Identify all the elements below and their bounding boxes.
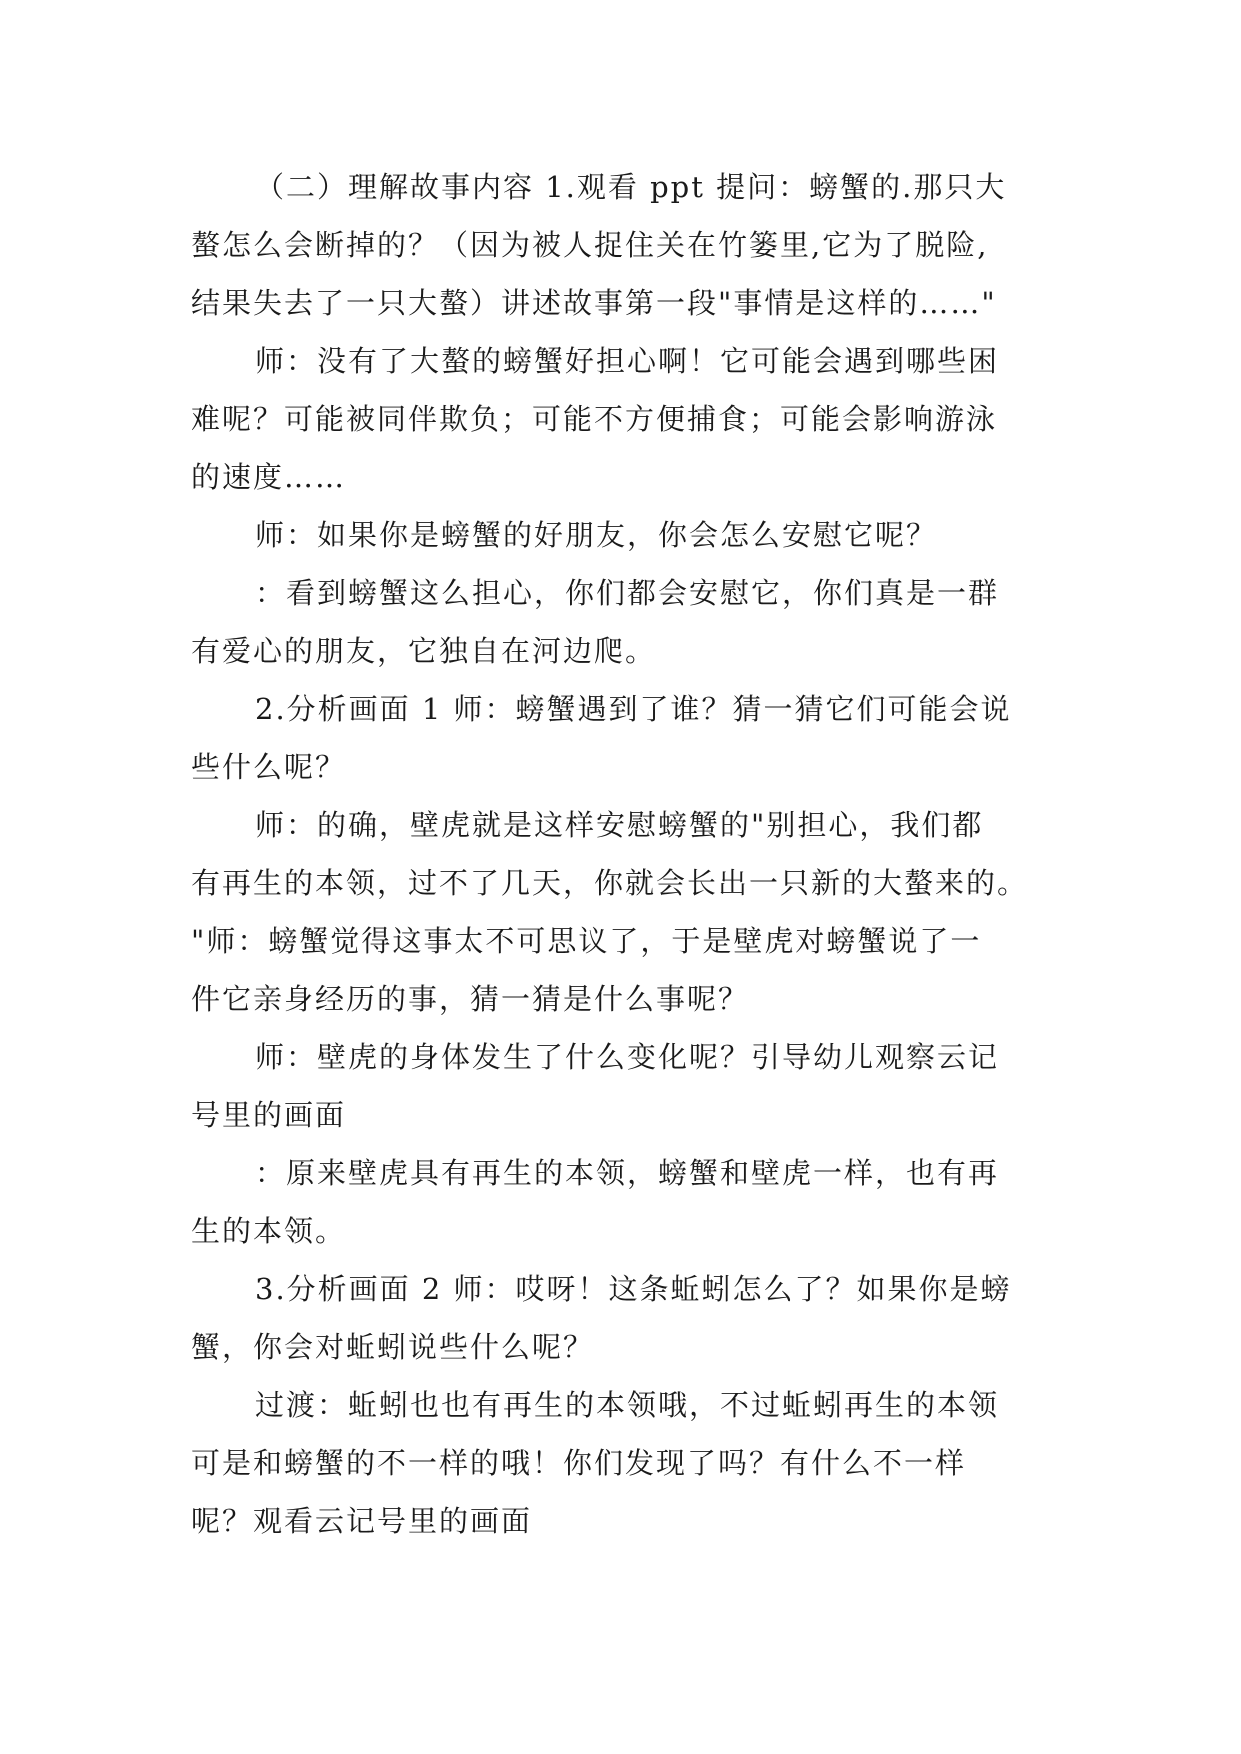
text-line: 有爱心的朋友，它独自在河边爬。 bbox=[191, 634, 657, 668]
text-line: 呢？观看云记号里的画面 bbox=[191, 1504, 533, 1538]
text-line: 的速度…… bbox=[191, 460, 347, 494]
text-line: ：看到螃蟹这么担心，你们都会安慰它，你们真是一群 bbox=[255, 576, 1000, 610]
text-line: 结果失去了一只大螯）讲述故事第一段"事情是这样的……" bbox=[191, 286, 997, 320]
text-line: 些什么呢？ bbox=[191, 750, 347, 784]
text-line: ：原来壁虎具有再生的本领，螃蟹和壁虎一样，也有再 bbox=[255, 1156, 1000, 1190]
text-line: 号里的画面 bbox=[191, 1098, 347, 1132]
text-line: 螯怎么会断掉的？（因为被人捉住关在竹篓里,它为了脱险, bbox=[191, 228, 989, 262]
text-line: 有再生的本领，过不了几天，你就会长出一只新的大螯来的。 bbox=[191, 866, 1029, 900]
text-line: 生的本领。 bbox=[191, 1214, 347, 1248]
text-line: 师：的确，壁虎就是这样安慰螃蟹的"别担心，我们都 bbox=[255, 808, 984, 842]
text-line: 件它亲身经历的事，猜一猜是什么事呢？ bbox=[191, 982, 750, 1016]
text-line: 师：没有了大螯的螃蟹好担心啊！它可能会遇到哪些困 bbox=[255, 344, 1000, 378]
text-line: 过渡：蚯蚓也也有再生的本领哦，不过蚯蚓再生的本领 bbox=[255, 1388, 1000, 1422]
text-line: "师：螃蟹觉得这事太不可思议了，于是壁虎对螃蟹说了一 bbox=[191, 924, 982, 958]
text-line: 2.分析画面 1 师：螃蟹遇到了谁？猜一猜它们可能会说 bbox=[255, 692, 1012, 726]
text-line: 难呢？可能被同伴欺负；可能不方便捕食；可能会影响游泳 bbox=[191, 402, 998, 436]
text-line: 可是和螃蟹的不一样的哦！你们发现了吗？有什么不一样 bbox=[191, 1446, 967, 1480]
document-body bbox=[191, 158, 1091, 1550]
text-line: 师：壁虎的身体发生了什么变化呢？引导幼儿观察云记 bbox=[255, 1040, 1000, 1074]
text-line: （二）理解故事内容 1.观看 ppt 提问：螃蟹的.那只大 bbox=[255, 170, 1007, 204]
text-line: 3.分析画面 2 师：哎呀！这条蚯蚓怎么了？如果你是螃 bbox=[255, 1272, 1012, 1306]
text-line: 师：如果你是螃蟹的好朋友，你会怎么安慰它呢？ bbox=[255, 518, 938, 552]
text-line: 蟹，你会对蚯蚓说些什么呢？ bbox=[191, 1330, 595, 1364]
